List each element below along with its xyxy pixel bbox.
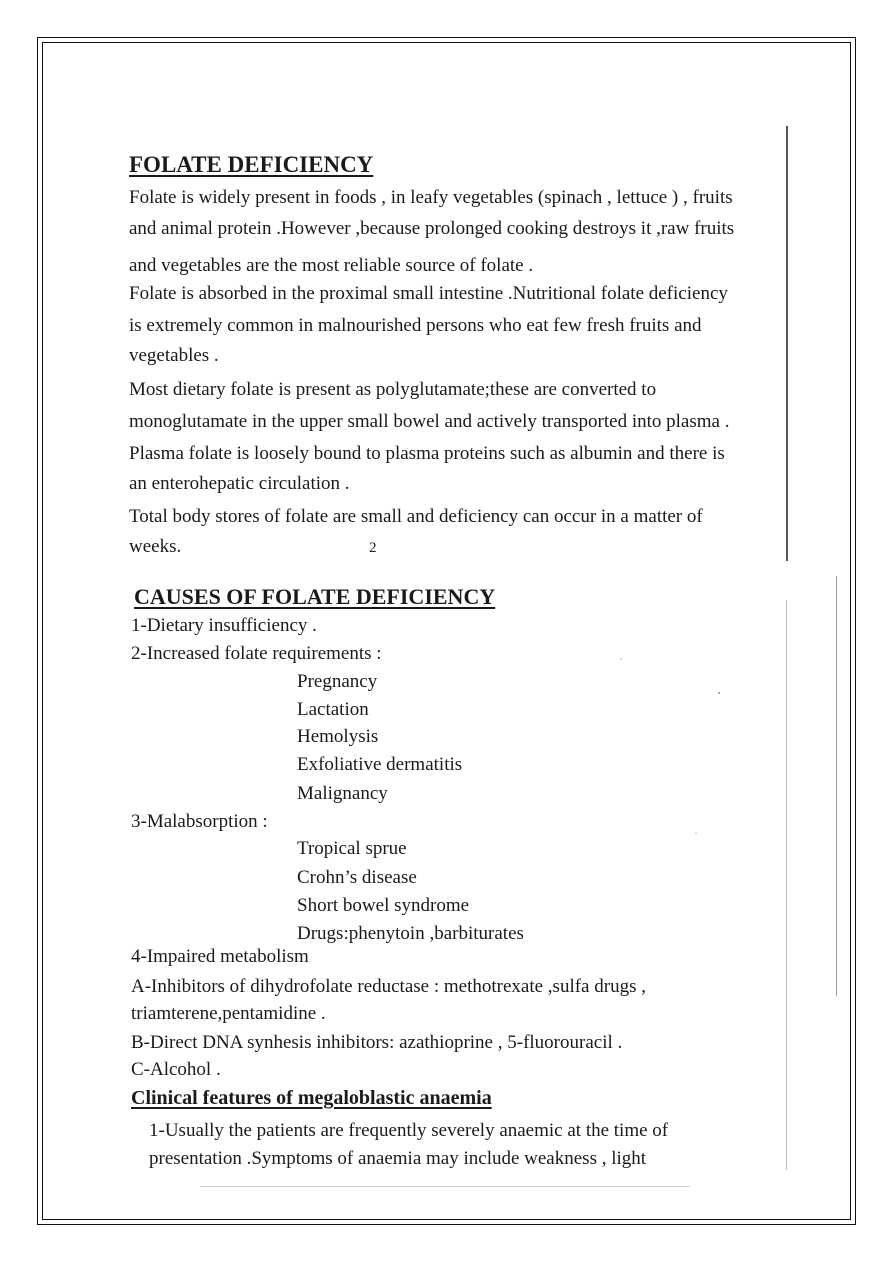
scan-speck [695, 832, 697, 834]
cause-detail-line: C-Alcohol . [131, 1059, 221, 1080]
sub-cause-item: Drugs:phenytoin ,barbiturates [297, 923, 524, 944]
paragraph-line: and vegetables are the most reliable source of folate . [129, 255, 534, 276]
paragraph-line: vegetables . [129, 345, 219, 366]
sub-cause-item: Malignancy [297, 783, 388, 804]
scan-artifact-line [786, 600, 787, 1170]
cause-detail-line: B-Direct DNA synhesis inhibitors: azathioprine , 5-fluorouracil . [131, 1032, 623, 1053]
scan-artifact-line [200, 1186, 690, 1187]
cause-detail-line: A-Inhibitors of dihydrofolate reductase : methotrexate ,sulfa drugs , [131, 976, 646, 997]
cause-item: 1-Dietary insufficiency . [131, 615, 317, 636]
sub-cause-item: Short bowel syndrome [297, 895, 470, 916]
scan-speck [620, 658, 622, 660]
paragraph-line: Plasma folate is loosely bound to plasma proteins such as albumin and there is [129, 443, 725, 464]
sub-cause-item: Exfoliative dermatitis [297, 754, 463, 775]
page-number: 2 [369, 540, 377, 556]
sub-cause-item: Tropical sprue [297, 838, 407, 859]
paragraph-line: an enterohepatic circulation . [129, 473, 350, 494]
clinical-features-heading: Clinical features of megaloblastic anaemia [131, 1087, 492, 1109]
paragraph-line: weeks. [129, 536, 182, 557]
paragraph-line: 1-Usually the patients are frequently severely anaemic at the time of [149, 1120, 669, 1141]
paragraph-line: presentation .Symptoms of anaemia may include weakness , light [149, 1148, 647, 1169]
paragraph-line: Folate is absorbed in the proximal small intestine .Nutritional folate deficiency [129, 283, 728, 304]
cause-item: 3-Malabsorption : [131, 811, 268, 832]
paragraph-line: and animal protein .However ,because prolonged cooking destroys it ,raw fruits [129, 218, 735, 239]
scan-speck [718, 692, 720, 694]
paragraph-line: monoglutamate in the upper small bowel and actively transported into plasma . [129, 411, 730, 432]
causes-heading: CAUSES OF FOLATE DEFICIENCY [134, 584, 496, 609]
cause-item: 2-Increased folate requirements : [131, 643, 382, 664]
sub-cause-item: Lactation [297, 699, 369, 720]
sub-cause-item: Crohn’s disease [297, 867, 417, 888]
folate-deficiency-heading: FOLATE DEFICIENCY [129, 152, 374, 177]
sub-cause-item: Hemolysis [297, 726, 379, 747]
scan-artifact-line [786, 126, 788, 561]
cause-item: 4-Impaired metabolism [131, 946, 309, 967]
scan-artifact-line [836, 576, 837, 996]
cause-detail-line: triamterene,pentamidine . [131, 1003, 326, 1024]
sub-cause-item: Pregnancy [297, 671, 378, 692]
paragraph-line: Folate is widely present in foods , in leafy vegetables (spinach , lettuce ) , fruits [129, 187, 733, 208]
paragraph-line: Most dietary folate is present as polyglutamate;these are converted to [129, 379, 657, 400]
paragraph-line: Total body stores of folate are small and deficiency can occur in a matter of [129, 506, 703, 527]
paragraph-line: is extremely common in malnourished persons who eat few fresh fruits and [129, 315, 702, 336]
